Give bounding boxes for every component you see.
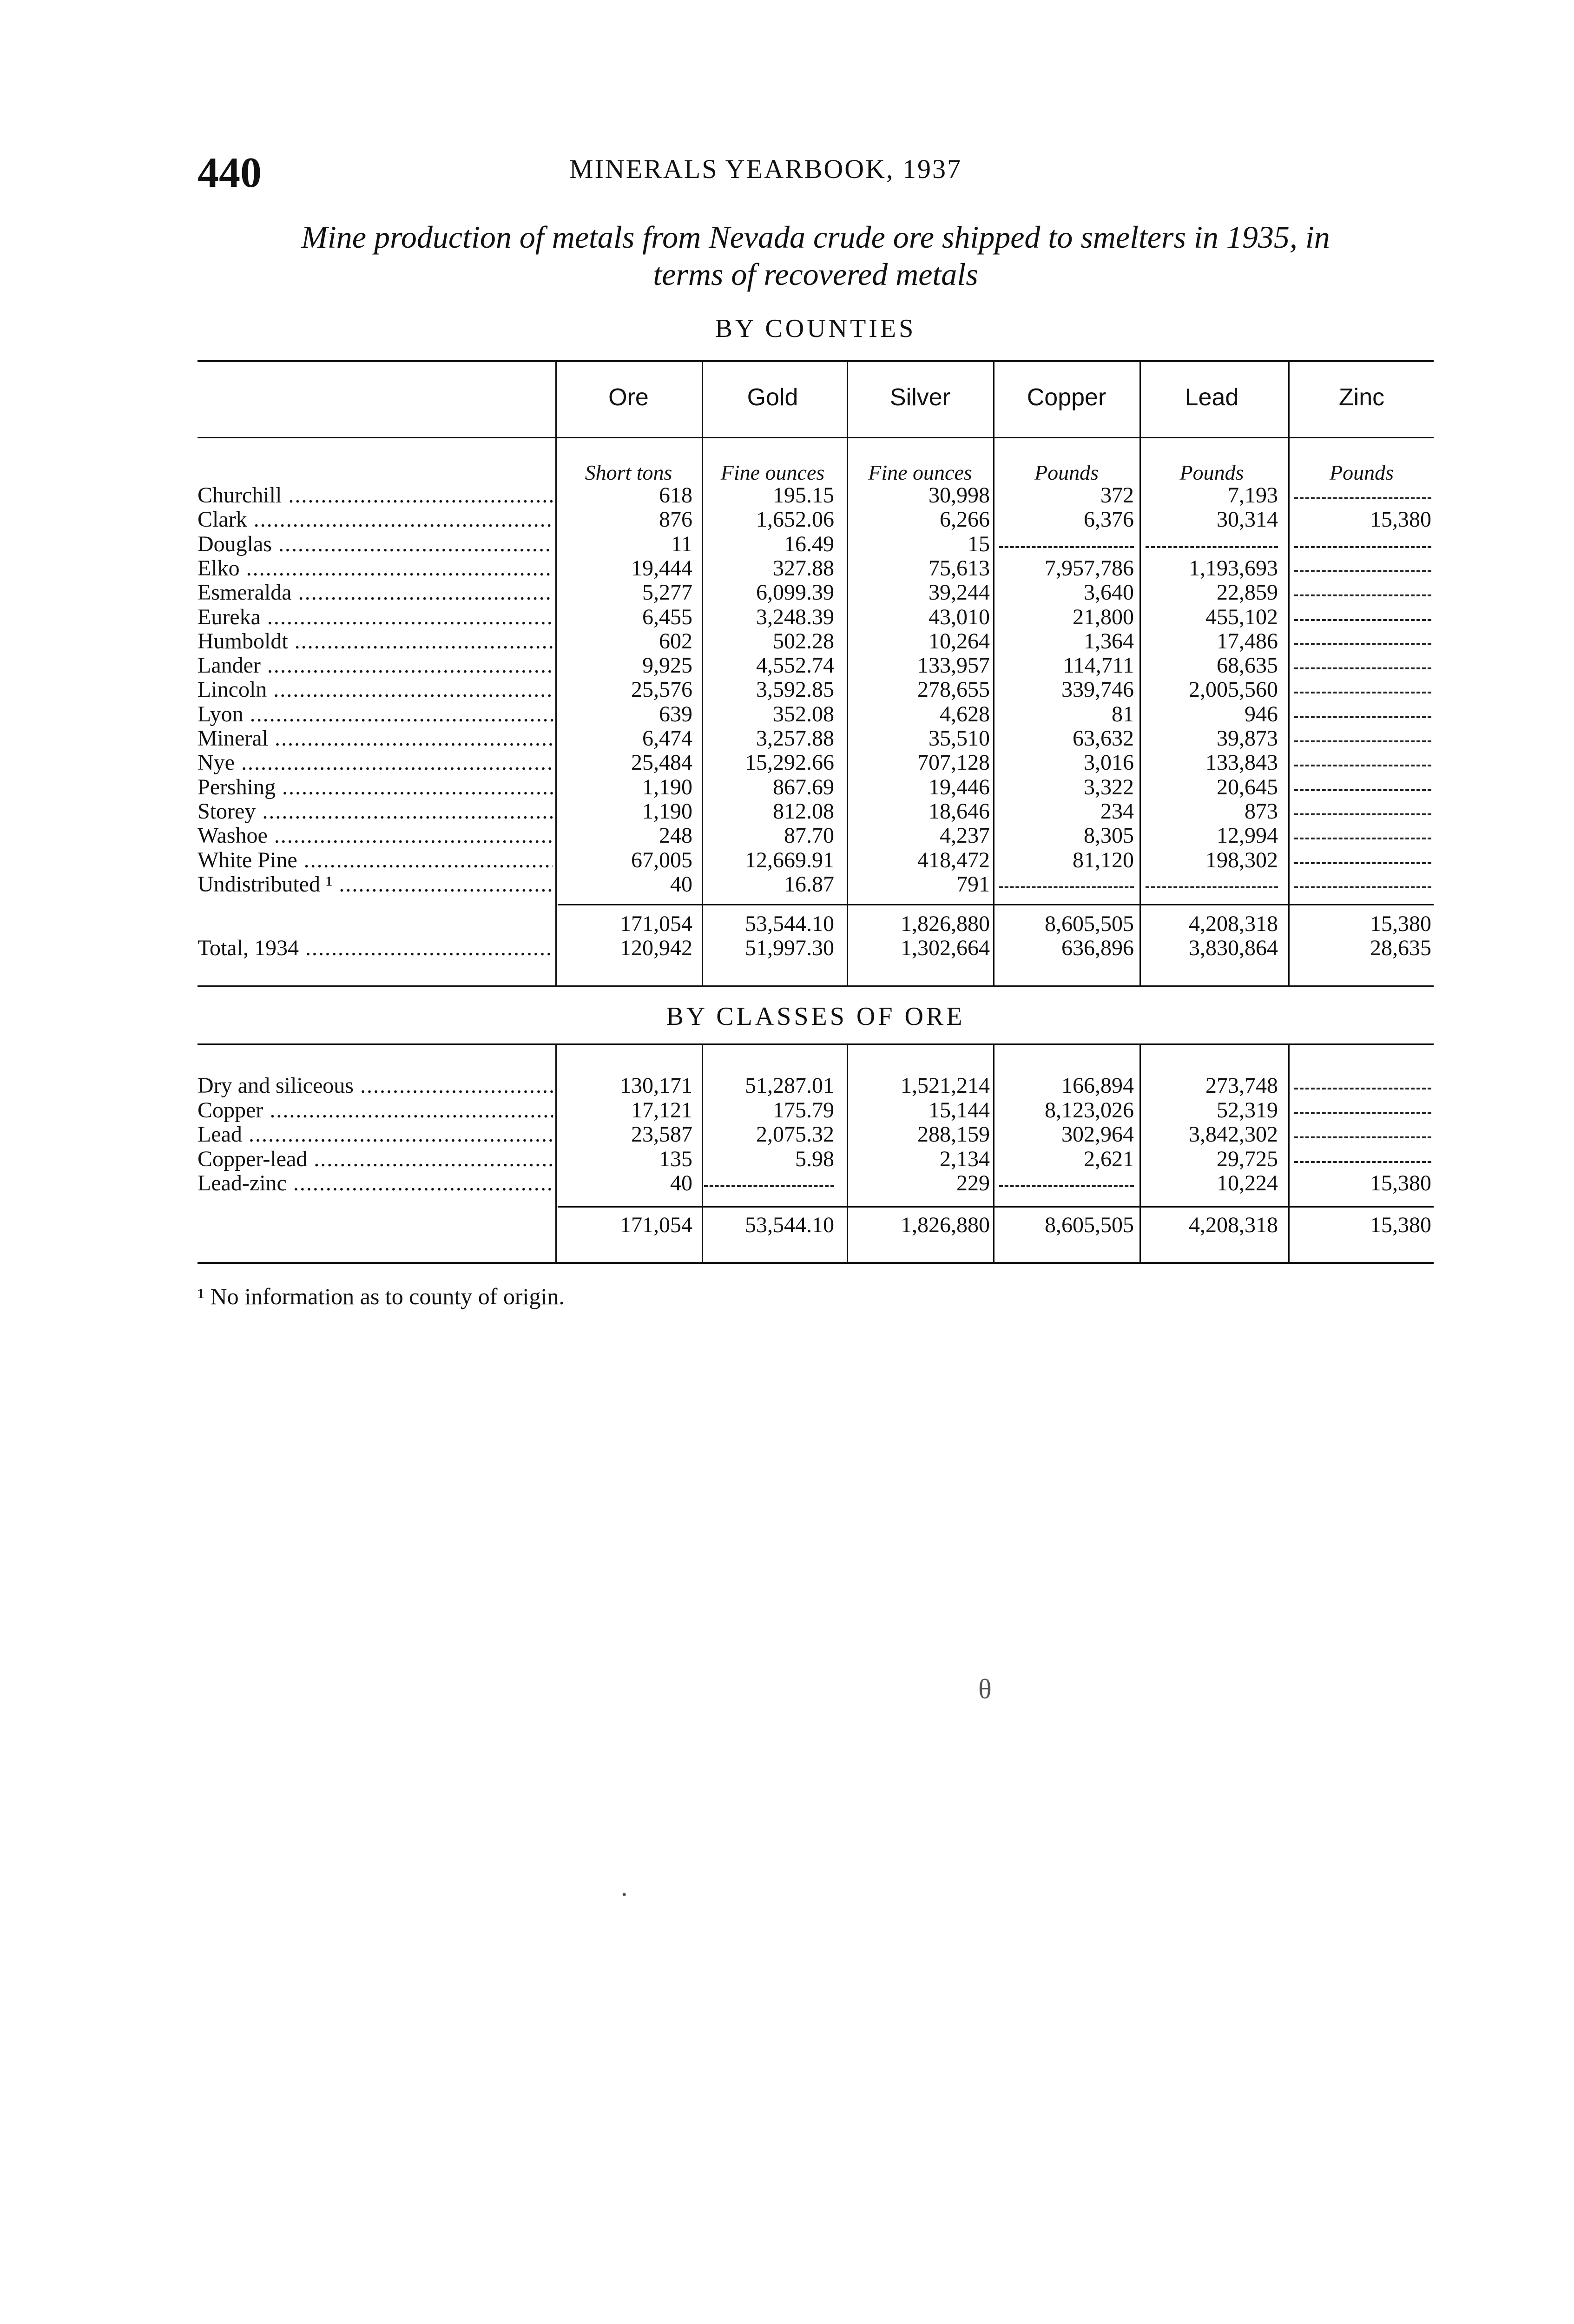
cell-zinc: 15,380 — [1370, 1171, 1431, 1195]
row-label: Churchill ..... — [198, 483, 553, 508]
table-row — [198, 532, 1434, 556]
cell-lead: 12,994 — [1217, 823, 1278, 848]
cell-ore: 171,054 — [620, 911, 692, 936]
unit-zinc: Pounds — [1330, 461, 1394, 484]
header-bottom-rule — [198, 437, 1434, 438]
row-label: Elko ..... — [198, 556, 553, 581]
section-heading-counties: BY COUNTIES — [715, 314, 916, 343]
cell-ore: 19,444 — [631, 555, 692, 581]
cell-ore: 876 — [659, 507, 692, 532]
empty-cell-dash — [1294, 789, 1431, 791]
table-row — [198, 702, 1434, 726]
cell-ore: 17,121 — [631, 1097, 692, 1122]
empty-cell-dash — [1294, 1161, 1431, 1163]
cell-lead: 68,635 — [1217, 653, 1278, 678]
empty-cell-dash — [1294, 643, 1431, 645]
cell-copper: 1,364 — [1084, 628, 1134, 654]
empty-cell-dash — [1294, 813, 1431, 815]
column-header-ore: Ore — [608, 384, 649, 411]
cell-ore: 639 — [659, 701, 692, 726]
table-row — [198, 775, 1434, 799]
cell-ore: 11 — [671, 531, 692, 556]
column-header-silver: Silver — [889, 384, 951, 411]
row-label: Lyon ..... — [198, 702, 553, 726]
empty-cell-dash — [1294, 1136, 1431, 1138]
cell-lead: 4,208,318 — [1189, 911, 1278, 936]
cell-silver: 19,446 — [929, 774, 990, 799]
cell-zinc: 15,380 — [1370, 507, 1431, 532]
row-label: Total, 1934 ..... — [198, 936, 553, 960]
empty-cell-dash — [1294, 594, 1431, 596]
cell-gold: 327.88 — [773, 555, 834, 581]
cell-lead: 1,193,693 — [1189, 555, 1278, 581]
table-title — [198, 218, 1434, 293]
empty-cell-dash — [1294, 667, 1431, 669]
cell-silver: 229 — [956, 1171, 990, 1195]
empty-cell-dash — [1294, 740, 1431, 742]
cell-lead: 4,208,318 — [1189, 1213, 1278, 1237]
table-row — [198, 1098, 1434, 1122]
unit-silver: Fine ounces — [868, 461, 972, 484]
row-label: Washoe ..... — [198, 824, 553, 848]
cell-ore: 135 — [659, 1146, 692, 1171]
cell-silver: 288,159 — [917, 1122, 990, 1147]
title-line-1: Mine production of metals from Nevada crude ore shipped to smelters in 1935, in — [301, 219, 1330, 255]
cell-silver: 18,646 — [929, 799, 990, 824]
cell-lead: 198,302 — [1205, 847, 1278, 872]
cell-ore: 6,474 — [642, 726, 692, 751]
cell-lead: 455,102 — [1205, 604, 1278, 629]
cell-gold: 51,997.30 — [745, 936, 834, 960]
cell-copper: 3,640 — [1084, 580, 1134, 605]
cell-copper: 63,632 — [1073, 726, 1134, 751]
cell-gold: 175.79 — [773, 1097, 834, 1122]
row-label: Storey ..... — [198, 799, 553, 824]
cell-gold: 3,248.39 — [756, 604, 834, 629]
cell-gold: 2,075.32 — [756, 1122, 834, 1147]
cell-zinc: 28,635 — [1370, 936, 1431, 960]
cell-copper: 636,896 — [1061, 936, 1134, 960]
unit-ore: Short tons — [585, 461, 672, 484]
empty-cell-dash — [1294, 692, 1431, 693]
cell-copper: 114,711 — [1063, 653, 1134, 678]
row-label: White Pine ..... — [198, 848, 553, 872]
table-row — [198, 654, 1434, 678]
row-label: Dry and siliceous ..... — [198, 1074, 553, 1098]
cell-gold: 87.70 — [784, 823, 834, 848]
cell-gold: 195.15 — [773, 483, 834, 508]
cell-ore: 171,054 — [620, 1213, 692, 1237]
row-label: Lead-zinc ..... — [198, 1171, 553, 1195]
empty-cell-dash — [1294, 1088, 1431, 1089]
empty-cell-dash — [1146, 546, 1278, 548]
cell-lead: 7,193 — [1228, 483, 1278, 508]
empty-cell-dash — [1146, 886, 1278, 888]
table-row — [198, 824, 1434, 848]
cell-copper: 7,957,786 — [1045, 555, 1134, 581]
row-label: Douglas ..... — [198, 532, 553, 556]
row-label: Mineral ..... — [198, 726, 553, 751]
table-top-rule — [198, 360, 1434, 362]
total-row — [198, 912, 1434, 936]
cell-zinc: 15,380 — [1370, 1213, 1431, 1237]
section-heading-classes: BY CLASSES OF ORE — [666, 1002, 965, 1031]
title-line-2: terms of recovered metals — [653, 257, 978, 292]
table-row — [198, 872, 1434, 897]
cell-gold: 1,652.06 — [756, 507, 834, 532]
empty-cell-dash — [704, 1185, 834, 1187]
cell-silver: 418,472 — [917, 847, 990, 872]
table-row — [198, 508, 1434, 532]
cell-lead: 2,005,560 — [1189, 677, 1278, 702]
cell-gold: 53,544.10 — [745, 911, 834, 936]
cell-silver: 4,237 — [940, 823, 990, 848]
cell-copper: 8,305 — [1084, 823, 1134, 848]
table-row — [198, 556, 1434, 581]
table-row — [198, 483, 1434, 508]
cell-ore: 602 — [659, 628, 692, 654]
empty-cell-dash — [999, 1185, 1134, 1187]
table-row — [198, 1147, 1434, 1171]
cell-lead: 3,842,302 — [1189, 1122, 1278, 1147]
cell-lead: 17,486 — [1217, 628, 1278, 654]
cell-lead: 22,859 — [1217, 580, 1278, 605]
cell-gold: 15,292.66 — [745, 750, 834, 775]
row-label: Copper-lead ..... — [198, 1147, 553, 1171]
cell-silver: 15,144 — [929, 1097, 990, 1122]
empty-cell-dash — [1294, 619, 1431, 621]
cell-gold: 16.49 — [784, 531, 834, 556]
cell-gold: 502.28 — [773, 628, 834, 654]
column-header-gold: Gold — [747, 384, 798, 411]
cell-silver: 15 — [968, 531, 990, 556]
row-label: Lincoln ..... — [198, 678, 553, 702]
cell-silver: 43,010 — [929, 604, 990, 629]
cell-silver: 30,998 — [929, 483, 990, 508]
cell-ore: 25,484 — [631, 750, 692, 775]
total-row — [198, 1213, 1434, 1237]
cell-silver: 2,134 — [940, 1146, 990, 1171]
cell-copper: 302,964 — [1061, 1122, 1134, 1147]
table-row — [198, 1074, 1434, 1098]
scan-speck: θ — [978, 1674, 992, 1704]
cell-gold: 3,592.85 — [756, 677, 834, 702]
cell-copper: 8,605,505 — [1045, 1213, 1134, 1237]
cell-silver: 1,826,880 — [901, 911, 990, 936]
unit-lead: Pounds — [1179, 461, 1244, 484]
cell-silver: 1,521,214 — [901, 1073, 990, 1098]
section-rule-top — [198, 985, 1434, 987]
class-total-rule — [558, 1206, 1434, 1208]
cell-silver: 75,613 — [929, 555, 990, 581]
cell-copper: 81 — [1112, 701, 1134, 726]
cell-copper: 234 — [1100, 799, 1134, 824]
cell-copper: 21,800 — [1073, 604, 1134, 629]
empty-cell-dash — [1294, 497, 1431, 499]
empty-cell-dash — [1294, 838, 1431, 839]
cell-lead: 133,843 — [1205, 750, 1278, 775]
unit-copper: Pounds — [1034, 461, 1099, 484]
cell-gold: 53,544.10 — [745, 1213, 834, 1237]
scan-speck: • — [622, 1887, 627, 1902]
table-row — [198, 726, 1434, 751]
row-label: Humboldt ..... — [198, 629, 553, 654]
cell-ore: 120,942 — [620, 936, 692, 960]
empty-cell-dash — [1294, 546, 1431, 548]
empty-cell-dash — [999, 546, 1134, 548]
empty-cell-dash — [1294, 1112, 1431, 1114]
cell-copper: 81,120 — [1073, 847, 1134, 872]
cell-copper: 2,621 — [1084, 1146, 1134, 1171]
empty-cell-dash — [1294, 862, 1431, 864]
column-header-lead: Lead — [1185, 384, 1239, 411]
cell-gold: 3,257.88 — [756, 726, 834, 751]
cell-silver: 791 — [956, 872, 990, 897]
cell-ore: 25,576 — [631, 677, 692, 702]
table-row — [198, 1171, 1434, 1195]
cell-lead: 52,319 — [1217, 1097, 1278, 1122]
footnote: ¹ No information as to county of origin. — [198, 1283, 565, 1309]
cell-gold: 51,287.01 — [745, 1073, 834, 1098]
cell-lead: 30,314 — [1217, 507, 1278, 532]
table-row — [198, 751, 1434, 775]
row-label: Pershing ..... — [198, 775, 553, 799]
section-rule-bottom — [198, 1043, 1434, 1045]
cell-ore: 40 — [670, 1171, 692, 1195]
cell-zinc: 15,380 — [1370, 911, 1431, 936]
cell-lead: 873 — [1245, 799, 1278, 824]
cell-gold: 16.87 — [784, 872, 834, 897]
running-head: MINERALS YEARBOOK, 1937 — [569, 154, 962, 184]
total-row — [198, 936, 1434, 960]
cell-lead: 39,873 — [1217, 726, 1278, 751]
cell-silver: 133,957 — [917, 653, 990, 678]
row-label: Nye ..... — [198, 751, 553, 775]
cell-silver: 278,655 — [917, 677, 990, 702]
table-row — [198, 1122, 1434, 1147]
cell-copper: 6,376 — [1084, 507, 1134, 532]
cell-copper: 8,123,026 — [1045, 1097, 1134, 1122]
cell-lead: 273,748 — [1205, 1073, 1278, 1098]
cell-gold: 867.69 — [773, 774, 834, 799]
cell-silver: 4,628 — [940, 701, 990, 726]
cell-gold: 812.08 — [773, 799, 834, 824]
row-label: Lead ..... — [198, 1122, 553, 1147]
cell-silver: 1,826,880 — [901, 1213, 990, 1237]
empty-cell-dash — [1294, 716, 1431, 718]
cell-ore: 6,455 — [642, 604, 692, 629]
cell-gold: 352.08 — [773, 701, 834, 726]
unit-gold: Fine ounces — [720, 461, 825, 484]
cell-gold: 12,669.91 — [745, 847, 834, 872]
cell-lead: 3,830,864 — [1189, 936, 1278, 960]
table-bottom-rule — [198, 1262, 1434, 1264]
cell-copper: 3,322 — [1084, 774, 1134, 799]
cell-ore: 5,277 — [642, 580, 692, 605]
cell-copper: 166,894 — [1061, 1073, 1134, 1098]
cell-lead: 29,725 — [1217, 1146, 1278, 1171]
subtotal-rule — [558, 904, 1434, 905]
cell-ore: 9,925 — [642, 653, 692, 678]
page-number: 440 — [198, 149, 262, 196]
cell-ore: 23,587 — [631, 1122, 692, 1147]
cell-lead: 20,645 — [1217, 774, 1278, 799]
cell-silver: 35,510 — [929, 726, 990, 751]
cell-silver: 39,244 — [929, 580, 990, 605]
table-row — [198, 581, 1434, 605]
cell-copper: 339,746 — [1061, 677, 1134, 702]
cell-ore: 618 — [659, 483, 692, 508]
empty-cell-dash — [1294, 765, 1431, 766]
cell-lead: 10,224 — [1217, 1171, 1278, 1195]
cell-ore: 1,190 — [642, 799, 692, 824]
row-label: Eureka ..... — [198, 605, 553, 629]
table-row — [198, 848, 1434, 872]
cell-ore: 130,171 — [620, 1073, 692, 1098]
table-row — [198, 629, 1434, 654]
empty-cell-dash — [999, 886, 1134, 888]
cell-silver: 10,264 — [929, 628, 990, 654]
cell-gold: 6,099.39 — [756, 580, 834, 605]
cell-silver: 6,266 — [940, 507, 990, 532]
row-label: Lander ..... — [198, 654, 553, 678]
cell-ore: 248 — [659, 823, 692, 848]
cell-gold: 4,552.74 — [756, 653, 834, 678]
table-row — [198, 678, 1434, 702]
cell-lead: 946 — [1245, 701, 1278, 726]
cell-ore: 1,190 — [642, 774, 692, 799]
empty-cell-dash — [1294, 886, 1431, 888]
cell-ore: 40 — [670, 872, 692, 897]
row-label: Esmeralda ..... — [198, 581, 553, 605]
cell-copper: 8,605,505 — [1045, 911, 1134, 936]
row-label: Undistributed ¹ ..... — [198, 872, 553, 897]
cell-ore: 67,005 — [631, 847, 692, 872]
cell-gold: 5.98 — [795, 1146, 834, 1171]
cell-silver: 1,302,664 — [901, 936, 990, 960]
column-header-copper: Copper — [1027, 384, 1106, 411]
cell-silver: 707,128 — [917, 750, 990, 775]
table-row — [198, 799, 1434, 824]
row-label: Copper ..... — [198, 1098, 553, 1122]
table-row — [198, 605, 1434, 629]
column-header-zinc: Zinc — [1338, 384, 1385, 411]
row-label: Clark ..... — [198, 508, 553, 532]
empty-cell-dash — [1294, 570, 1431, 572]
cell-copper: 372 — [1100, 483, 1134, 508]
cell-copper: 3,016 — [1084, 750, 1134, 775]
